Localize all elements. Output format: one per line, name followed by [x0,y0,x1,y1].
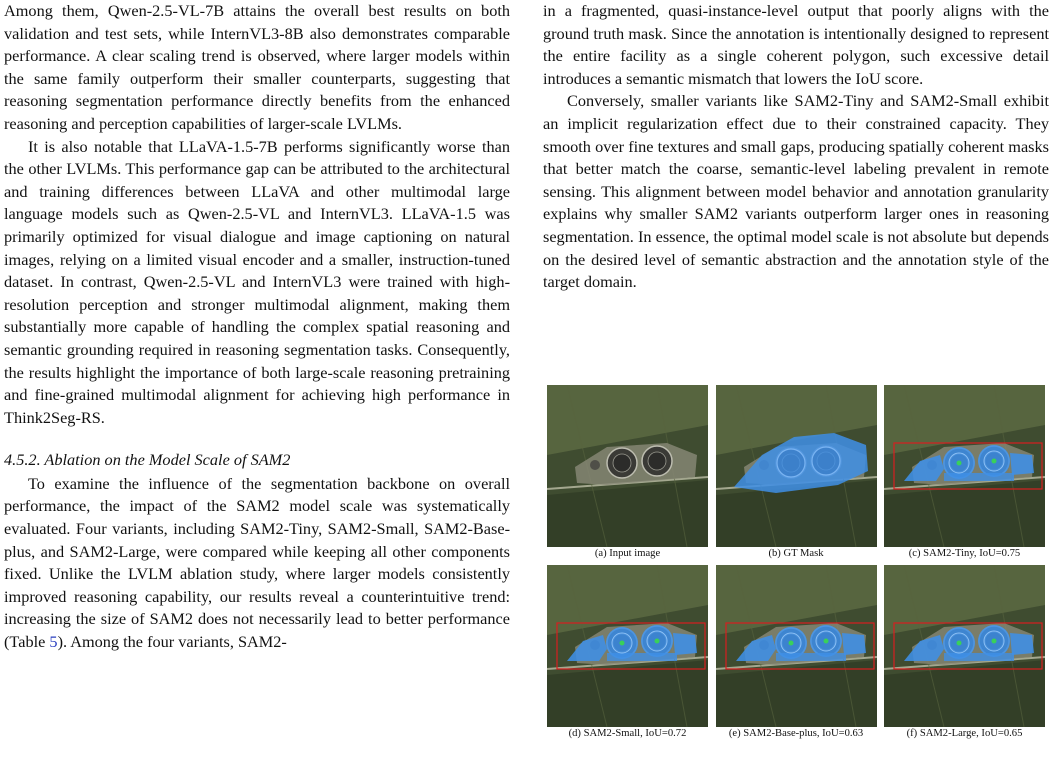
right-paragraph-2: Conversely, smaller variants like SAM2-Tiny and SAM2-Small exhibit an implicit regularization effect due to their constrained capacity. They smooth over fine textures and small gaps, producing spatially coherent masks that better match the coarse, semantic-level labeling prevalent in remote sensing. This alignment between model behavior and annotation granularity explains why smaller SAM2 variants outperform larger ones in reasoning segmentation. In essence, the optimal model scale is not absolute but depends on the desired level of semantic abstraction and the annotation style of the target domain. [543,91,1049,292]
left-paragraph-3 [4,473,510,654]
panel-image [884,385,1045,547]
panel-caption: (c) SAM2-Tiny, IoU=0.75 [908,548,1021,559]
panel-sam2-tiny [884,385,1045,563]
panel-image [716,385,877,547]
figure-row-2 [547,565,1045,743]
panel-caption: (d) SAM2-Small, IoU=0.72 [568,728,687,739]
segmentation-figure [547,385,1045,743]
panel-image [547,565,708,727]
right-paragraph-1: in a fragmented, quasi-instance-level output that poorly aligns with the ground truth mask. Since the annotation is intentionally designed to represent the entire facility as a single coherent polygon, such excessive detail introduces a semantic mismatch that lowers the IoU score. [543,1,1049,88]
panel-caption: (b) GT Mask [768,548,824,559]
left-paragraph-3-text: To examine the influence of the segmentation backbone on overall performance, the impact of the SAM2 model scale was systematically evaluated. Four variants, including SAM2-Tiny, SAM2-Small, SAM2-Base-plus, and SAM2-Large, were compared while keeping all other components fixed. Unlike the LVLM ablation study, where larger models consistently improved reasoning capability, our results reveal a counterintuitive trend: increasing the size of SAM2 does not necessarily lead to better performance (Table [4,473,510,652]
panel-sam2-large [884,565,1045,743]
panel-sam2-small [547,565,708,743]
panel-caption: (e) SAM2-Base-plus, IoU=0.63 [728,728,864,739]
left-paragraph-3-tail: ). Among the four variants, SAM2- [57,632,287,652]
panel-image [884,565,1045,727]
left-column [4,0,510,654]
panel-caption: (a) Input image [594,548,661,559]
panel-sam2-base-plus [716,565,877,743]
figure-row-1 [547,385,1045,563]
left-paragraph-1: Among them, Qwen-2.5-VL-7B attains the overall best results on both validation and test sets, while InternVL3-8B also demonstrates comparable performance. A clear scaling trend is observed, where larger models within the same family outperform their smaller counterparts, suggesting that reasoning segmentation performance directly benefits from the enhanced reasoning and perception capabilities of larger-scale LVLMs. [4,1,510,133]
panel-caption: (f) SAM2-Large, IoU=0.65 [906,728,1023,739]
right-column [543,0,1049,294]
table-reference-link[interactable]: 5 [49,632,58,652]
panel-input-image [547,385,708,563]
panel-image [716,565,877,727]
subsection-title: 4.5.2. Ablation on the Model Scale of SAM2 [4,450,291,470]
panel-image [547,385,708,547]
panel-gt-mask [716,385,877,563]
left-paragraph-2: It is also notable that LLaVA-1.5-7B performs significantly worse than the other LVLMs. This performance gap can be attributed to the architectural and training differences between LLaVA and other multimodal large language models such as Qwen-2.5-VL and InternVL3. LLaVA-1.5 was primarily optimized for visual dialogue and image captioning on natural images, relying on a limited visual encoder and a smaller, instruction-tuned dataset. In contrast, Qwen-2.5-VL and InternVL3 were trained with high-resolution perception and stronger multimodal alignment, making them substantially more capable of handling the complex spatial reasoning and semantic grounding required in reasoning segmentation tasks. Consequently, the results highlight the importance of both large-scale reasoning pretraining and fine-grained multimodal alignment for achieving high performance in Think2Seg-RS. [4,136,510,427]
